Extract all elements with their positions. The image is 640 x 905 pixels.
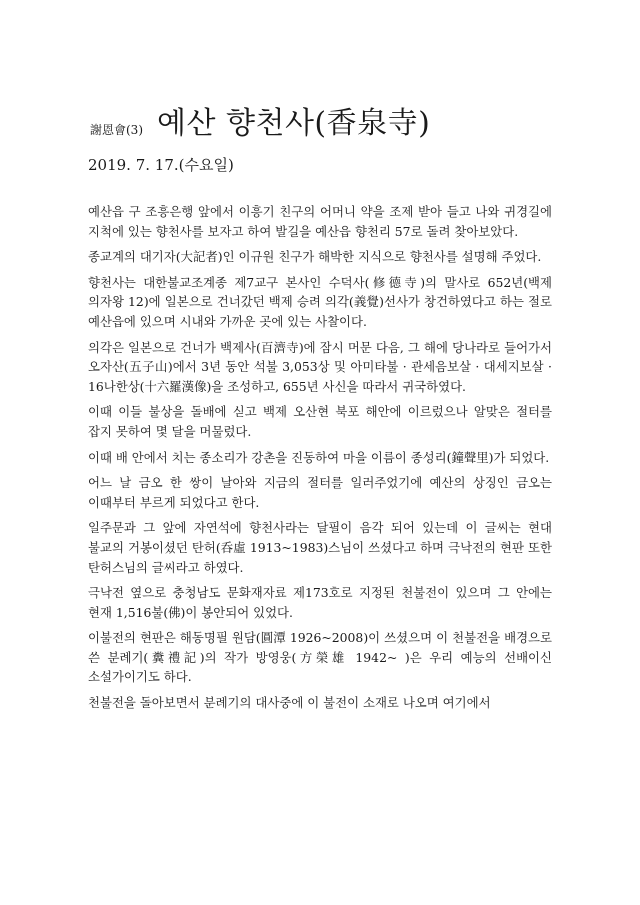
paragraph: 의각은 일본으로 건너가 백제사(百濟寺)에 잠시 머문 다음, 그 해에 당나라로 들어가서 오자산(五子山)에서 3년 동안 석불 3,053상 및 아미타불 · 관세음보살 · 대세지보살 · 16나한상(十六羅漢像)을 조성하고, 655년 사신을 따라서 귀국하였다. [88, 339, 552, 394]
paragraph: 이때 이들 불상을 돌배에 싣고 백제 오산현 북포 해안에 이르렀으나 알맞은 절터를 잡지 못하여 몇 달을 머물렀다. [88, 404, 552, 439]
paragraph: 이때 배 안에서 치는 종소리가 강촌을 진동하여 마을 이름이 종성리(鐘聲里)가 되었다. [88, 449, 550, 465]
paragraph: 예산읍 구 조흥은행 앞에서 이흥기 친구의 어머니 약을 조제 받아 들고 나와 귀경길에 지척에 있는 향천사를 보자고 하여 발길을 예산읍 향천리 57로 돌려 찾아보았다. [88, 204, 552, 239]
series-label: 謝恩會(3) [90, 123, 143, 137]
paragraph: 극낙전 옆으로 충청남도 문화재자료 제173호로 지정된 천불전이 있으며 그 안에는 현재 1,516불(佛)이 봉안되어 있었다. [88, 585, 552, 620]
paragraph: 이불전의 현판은 해동명필 원담(圓潭 1926~2008)이 쓰셨으며 이 천불전을 배경으로 쓴 분례기(糞禮記)의 작가 방영웅(方榮雄 1942~ )은 우리 예능의 선배이신 소설가이기도 하다. [88, 630, 552, 685]
paragraph: 향천사는 대한불교조계종 제7교구 본사인 수덕사(修德寺)의 말사로 652년(백제 의자왕 12)에 일본으로 건너갔던 백제 승려 의각(義覺)선사가 창건하였다고 하는 절로 예산읍에 있으며 시내와 가까운 곳에 있는 사찰이다. [88, 274, 552, 329]
paragraph: 천불전을 돌아보면서 분례기의 대사중에 이 불전이 소재로 나오며 여기에서 [88, 695, 491, 711]
date-line: 2019. 7. 17.(수요일) [88, 156, 234, 174]
paragraph: 종교계의 대기자(大記者)인 이규원 친구가 해박한 지식으로 향천사를 설명해 주었다. [88, 249, 542, 265]
body-text [88, 202, 552, 713]
paragraph: 일주문과 그 앞에 자연석에 향천사라는 달필이 음각 되어 있는데 이 글씨는 현대 불교의 거봉이셨던 탄허(呑虛 1913~1983)스님이 쓰셨다고 하며 극낙전의 현판 또한 탄허스님의 글씨라고 하였다. [88, 520, 552, 575]
heading-row [90, 98, 552, 144]
paragraph: 어느 날 금오 한 쌍이 날아와 지금의 절터를 일러주었기에 예산의 상징인 금오는 이때부터 부르게 되었다고 한다. [88, 475, 552, 510]
page-title: 예산 향천사(香泉寺) [157, 106, 431, 141]
